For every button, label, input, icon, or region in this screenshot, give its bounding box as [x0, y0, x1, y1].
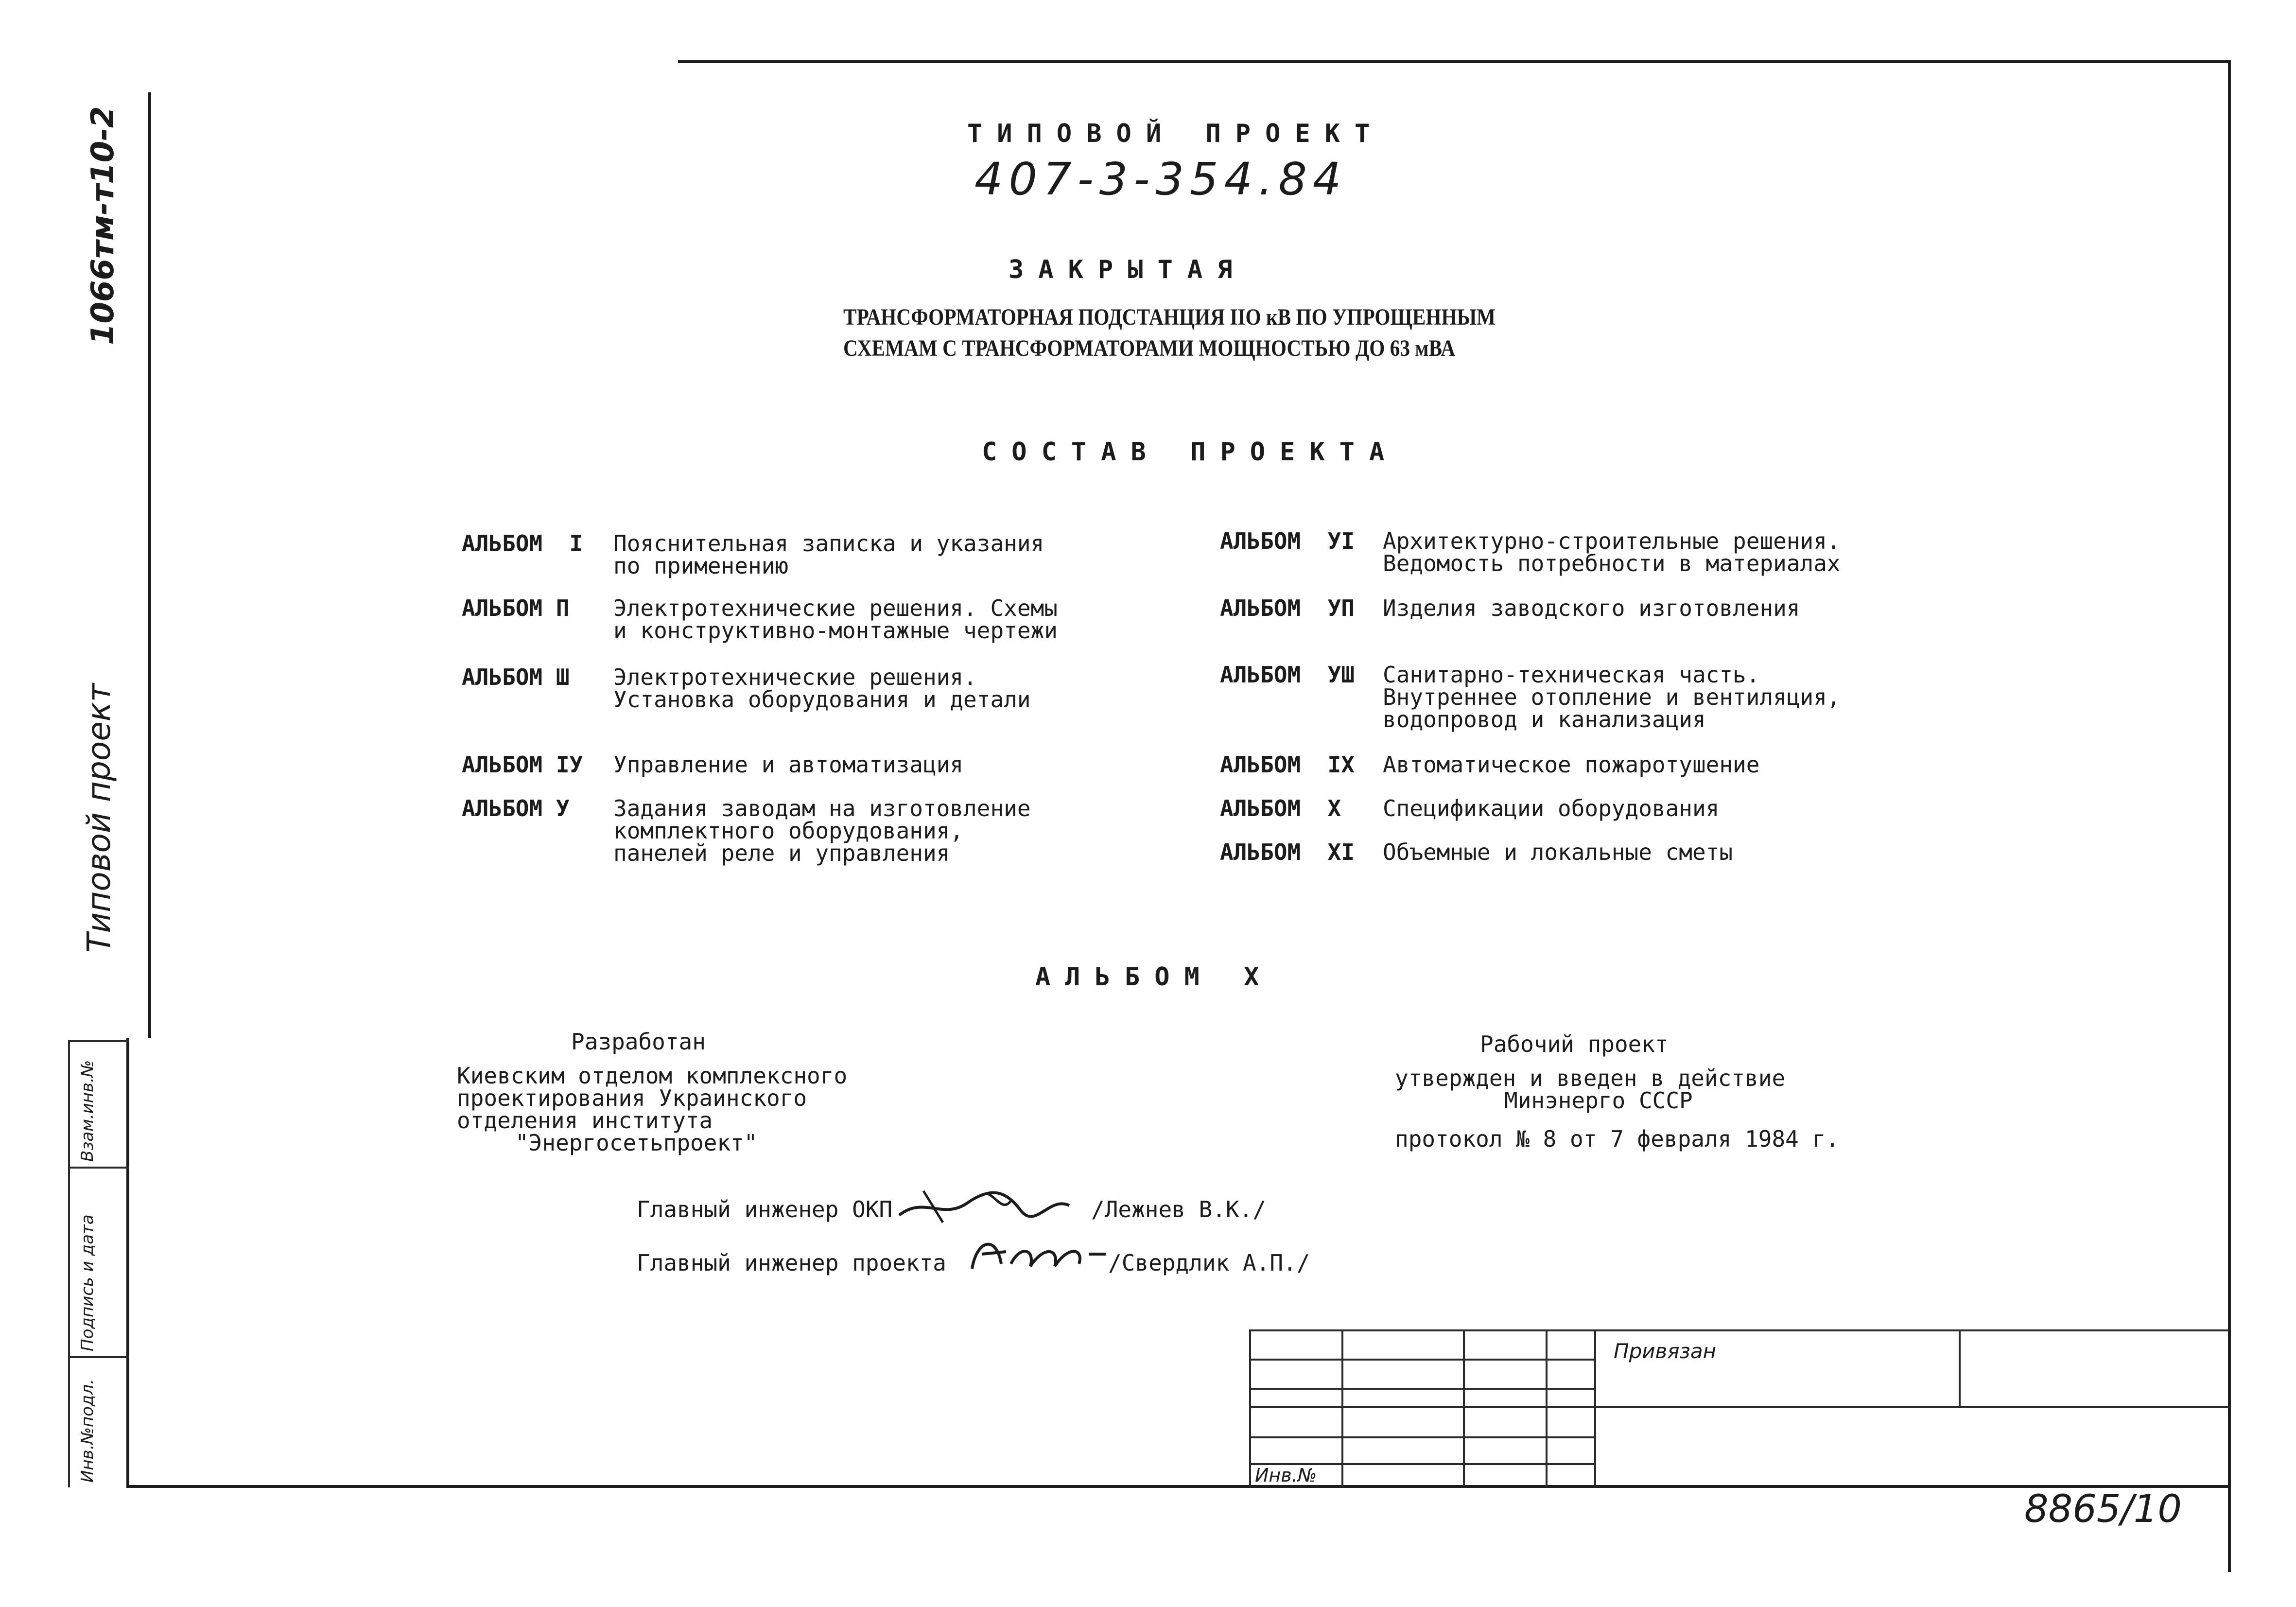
album-desc-11-line-1: Объемные и локальные сметы [1383, 839, 1733, 865]
developed-line-2: проектирования Украинского [457, 1085, 807, 1111]
album-code-2: АЛЬБОМ П [462, 595, 570, 621]
stamp-inv: Инв.№ [1255, 1465, 1317, 1486]
album-code-4: АЛЬБОМ IУ [462, 751, 583, 778]
title-line-1: ТРАНСФОРМАТОРНАЯ ПОДСТАНЦИЯ IIO кВ ПО УПРОЩЕННЫМ [843, 304, 1496, 330]
album-desc-1-line-2: по применению [613, 553, 789, 579]
album-desc-5-line-3: панелей реле и управления [613, 840, 950, 866]
signature-scribble-2 [967, 1225, 1113, 1283]
album-desc-2-line-2: и конструктивно-монтажные чертежи [613, 617, 1058, 644]
album-code-7: АЛЬБОМ УП [1220, 595, 1355, 621]
stamp-table [1249, 1329, 2231, 1487]
album-desc-9-line-1: Автоматическое пожаротушение [1383, 751, 1760, 778]
album-code-6: АЛЬБОМ УI [1220, 528, 1355, 554]
stamp-line-top [1249, 1329, 2231, 1331]
album-code-9: АЛЬБОМ IX [1220, 751, 1355, 778]
frame-top [678, 60, 2231, 63]
album-code-5: АЛЬБОМ У [462, 795, 570, 821]
album-desc-3-line-1: Электротехнические решения. [613, 664, 977, 690]
album-code-10: АЛЬБОМ X [1220, 795, 1341, 821]
album-heading: АЛЬБОМ X [1035, 962, 1274, 992]
approval-protocol: протокол № 8 от 7 февраля 1984 г. [1395, 1126, 1839, 1152]
frame-left [148, 92, 151, 1038]
left-strip-inner-line [68, 1040, 70, 1487]
album-desc-7-line-1: Изделия заводского изготовления [1383, 595, 1800, 621]
signature-name-2: /Свердлик А.П./ [1108, 1250, 1310, 1276]
album-desc-6-line-2: Ведомость потребности в материалах [1383, 550, 1841, 576]
stamp-vline-3 [1546, 1329, 1548, 1487]
signature-name-1: /Лежнев В.К./ [1091, 1196, 1267, 1223]
stamp-line-left-1 [1249, 1359, 1594, 1361]
album-desc-8-line-3: водопровод и канализация [1383, 706, 1706, 733]
left-strip-label-vzam: Взам.инв.№ [78, 1060, 97, 1162]
approval-line-2: Минэнерго СССР [1504, 1087, 1693, 1114]
stamp-line-left-3 [1249, 1436, 1594, 1438]
side-project-type-note: Типовой проект [80, 683, 118, 953]
album-desc-5-line-2: комплектного оборудования, [613, 818, 964, 844]
stamp-vline-0 [1249, 1329, 1251, 1487]
title-line-2: СХЕМАМ С ТРАНСФОРМАТОРАМИ МОЩНОСТЬЮ ДО 63 мВА [843, 335, 1456, 361]
composition-heading: СОСТАВ ПРОЕКТА [982, 437, 1399, 467]
stamp-vline-1 [1341, 1329, 1343, 1487]
album-code-3: АЛЬБОМ Ш [462, 664, 570, 690]
album-desc-8-line-1: Санитарно-техническая часть. [1383, 662, 1760, 688]
album-desc-8-line-2: Внутреннее отопление и вентиляция, [1383, 684, 1841, 710]
stamp-vline-2 [1463, 1329, 1465, 1487]
approval-title: Рабочий проект [1480, 1031, 1669, 1057]
side-code-note: 1066тм-т10-2 [85, 106, 121, 345]
frame-left-lower [126, 1038, 129, 1487]
approval-line-1: утвержден и введен в действие [1395, 1065, 1786, 1091]
closed-heading: ЗАКРЫТАЯ [1009, 255, 1247, 284]
developed-line-4: "Энергосетьпроект" [515, 1130, 758, 1156]
album-desc-1-line-1: Пояснительная записка и указания [613, 530, 1044, 557]
album-desc-5-line-1: Задания заводам на изготовление [613, 795, 1031, 821]
album-desc-3-line-2: Установка оборудования и детали [613, 686, 1031, 713]
project-number: 407-3-354.84 [974, 153, 1347, 205]
left-strip-top [68, 1040, 129, 1042]
typical-project-heading: ТИПОВОЙ ПРОЕКТ [967, 119, 1385, 148]
developed-line-1: Киевским отделом комплексного [457, 1063, 848, 1089]
album-code-8: АЛЬБОМ УШ [1220, 662, 1355, 688]
album-code-11: АЛЬБОМ XI [1220, 839, 1355, 865]
album-desc-10-line-1: Спецификации оборудования [1383, 795, 1720, 821]
left-strip-label-inv: Инв.№подл. [78, 1379, 97, 1483]
stamp-privyazan: Привязан [1614, 1339, 1717, 1363]
album-desc-6-line-1: Архитектурно-строительные решения. [1383, 528, 1841, 554]
stamp-vline-4 [1594, 1329, 1596, 1487]
left-strip-divider-2 [68, 1356, 129, 1358]
left-strip-divider-1 [68, 1167, 129, 1169]
sheet-number: 8865/10 [2024, 1487, 2182, 1531]
developed-title: Разработан [571, 1029, 706, 1055]
developed-line-3: отделения института [457, 1107, 713, 1134]
album-desc-4-line-1: Управление и автоматизация [613, 751, 964, 778]
signature-role-2: Главный инженер проекта [637, 1250, 946, 1276]
album-desc-2-line-1: Электротехнические решения. Схемы [613, 595, 1058, 621]
stamp-line-mid [1249, 1406, 2231, 1408]
signature-role-1: Главный инженер ОКП [637, 1196, 893, 1223]
album-code-1: АЛЬБОМ I [462, 530, 583, 557]
stamp-vline-5 [1959, 1329, 1961, 1406]
left-strip-label-sign: Подпись и дата [78, 1214, 97, 1351]
stamp-line-left-2 [1249, 1388, 1594, 1390]
